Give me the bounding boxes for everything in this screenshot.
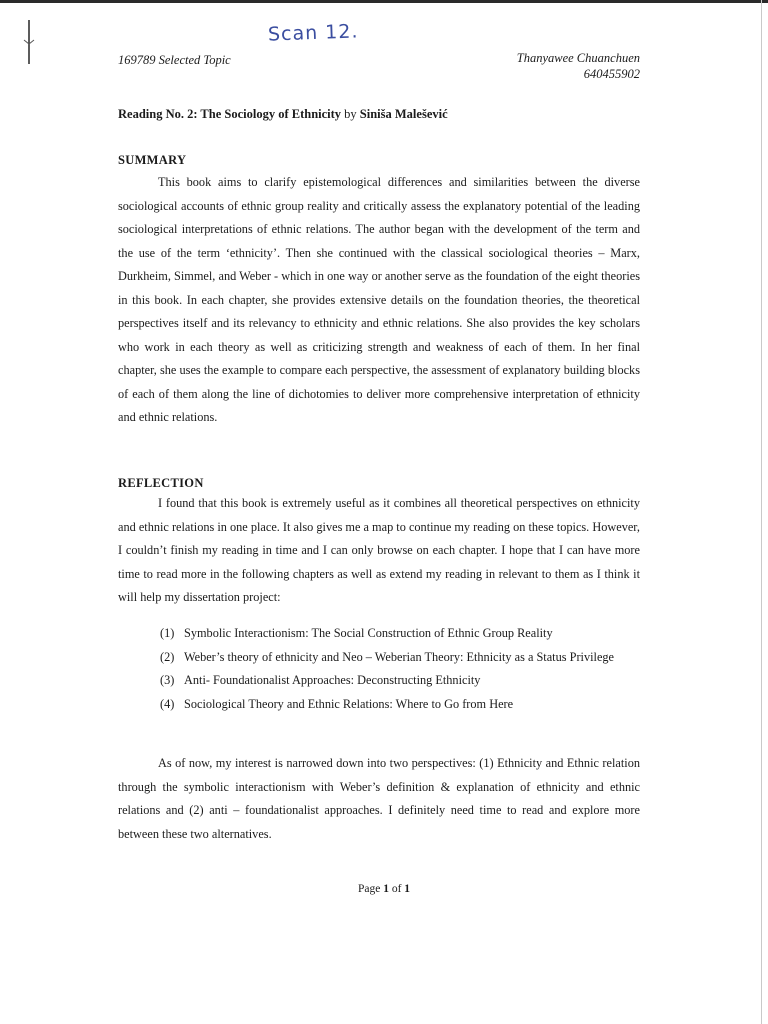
reading-name: Reading No. 2: The Sociology of Ethnicity bbox=[118, 107, 342, 121]
list-item bbox=[160, 622, 646, 646]
reading-by: by bbox=[341, 107, 360, 121]
page-right-edge bbox=[761, 0, 762, 1024]
student-info bbox=[420, 50, 640, 82]
list-item-text: Sociological Theory and Ethnic Relations: Where to Go from Here bbox=[184, 696, 514, 711]
course-title: 169789 Selected Topic bbox=[118, 53, 231, 67]
page-label: Page bbox=[357, 883, 381, 895]
list-item bbox=[160, 693, 646, 717]
list-item-number: (1) bbox=[160, 626, 175, 640]
list-item-number: (2) bbox=[160, 649, 175, 664]
list-item-text: Weber’s theory of ethnicity and Neo – Weberian Theory: Ethnicity as a Status Privilege bbox=[184, 649, 615, 664]
staple-mark-icon bbox=[22, 18, 36, 66]
chapter-list bbox=[160, 622, 646, 716]
list-item bbox=[160, 669, 646, 693]
list-item bbox=[160, 646, 646, 670]
reflection-conclusion-paragraph: As of now, my interest is narrowed down into two perspectives: (1) Ethnicity and Ethnic relation through the symbolic interactionism with Weber’s definition & explanation of ethnicity and ethnic relations and (2) anti – foundationalist approaches. I definitely need time to read and explore more between these two alternatives. bbox=[118, 756, 640, 841]
student-name: Thanyawee Chuanchuen bbox=[516, 51, 640, 65]
list-item-number: (3) bbox=[160, 673, 175, 687]
page-of-label: of bbox=[391, 883, 402, 895]
page-footer bbox=[0, 883, 768, 895]
reading-title bbox=[118, 107, 448, 122]
page-total: 1 bbox=[404, 883, 411, 895]
reflection-heading: REFLECTION bbox=[118, 476, 204, 490]
list-item-text: Symbolic Interactionism: The Social Construction of Ethnic Group Reality bbox=[184, 626, 553, 640]
student-id: 640455902 bbox=[583, 67, 640, 81]
list-item-text: Anti- Foundationalist Approaches: Deconstructing Ethnicity bbox=[184, 673, 481, 687]
summary-heading: SUMMARY bbox=[118, 153, 187, 167]
reading-author: Siniša Malešević bbox=[359, 107, 448, 121]
list-item-number: (4) bbox=[160, 696, 175, 711]
reflection-intro-paragraph: I found that this book is extremely useful as it combines all theoretical perspectives on ethnicity and ethnic relations in one place. It also gives me a map to continue my reading on these topics. However, I couldn’t finish my reading in time and I can only browse on each chapter. I hope that I can have more time to read more in the following chapters as well as extend my reading in relevant to them as I think it will help my dissertation project: bbox=[118, 496, 640, 604]
summary-paragraph: This book aims to clarify epistemological differences and similarities between the diverse sociological accounts of ethnic group reality and critically assess the explanatory potential of the leading sociological interpretations of ethnic relations. The author began with the development of the term and the use of the term ‘ethnicity’. Then she continued with the classical sociological theories – Marx, Durkheim, Simmel, and Weber - which in one way or another serve as the foundation of the eight theories in this book. In each chapter, she provides extensive details on the foundation theories, the theoretical perspectives itself and its relevancy to ethnicity and ethnic relations. She also provides the key scholars who work in each theory as well as criticizing strength and weakness of each of them. In her final chapter, she uses the example to compare each perspective, the assessment of explanatory building blocks of each of them along the line of dichotomies to deliver more comprehensive interpretation of ethnicity and ethnic relations. bbox=[118, 175, 640, 424]
page-top-edge bbox=[0, 0, 768, 3]
handwritten-note: Scan 12. bbox=[267, 20, 359, 46]
page-current: 1 bbox=[383, 883, 389, 895]
